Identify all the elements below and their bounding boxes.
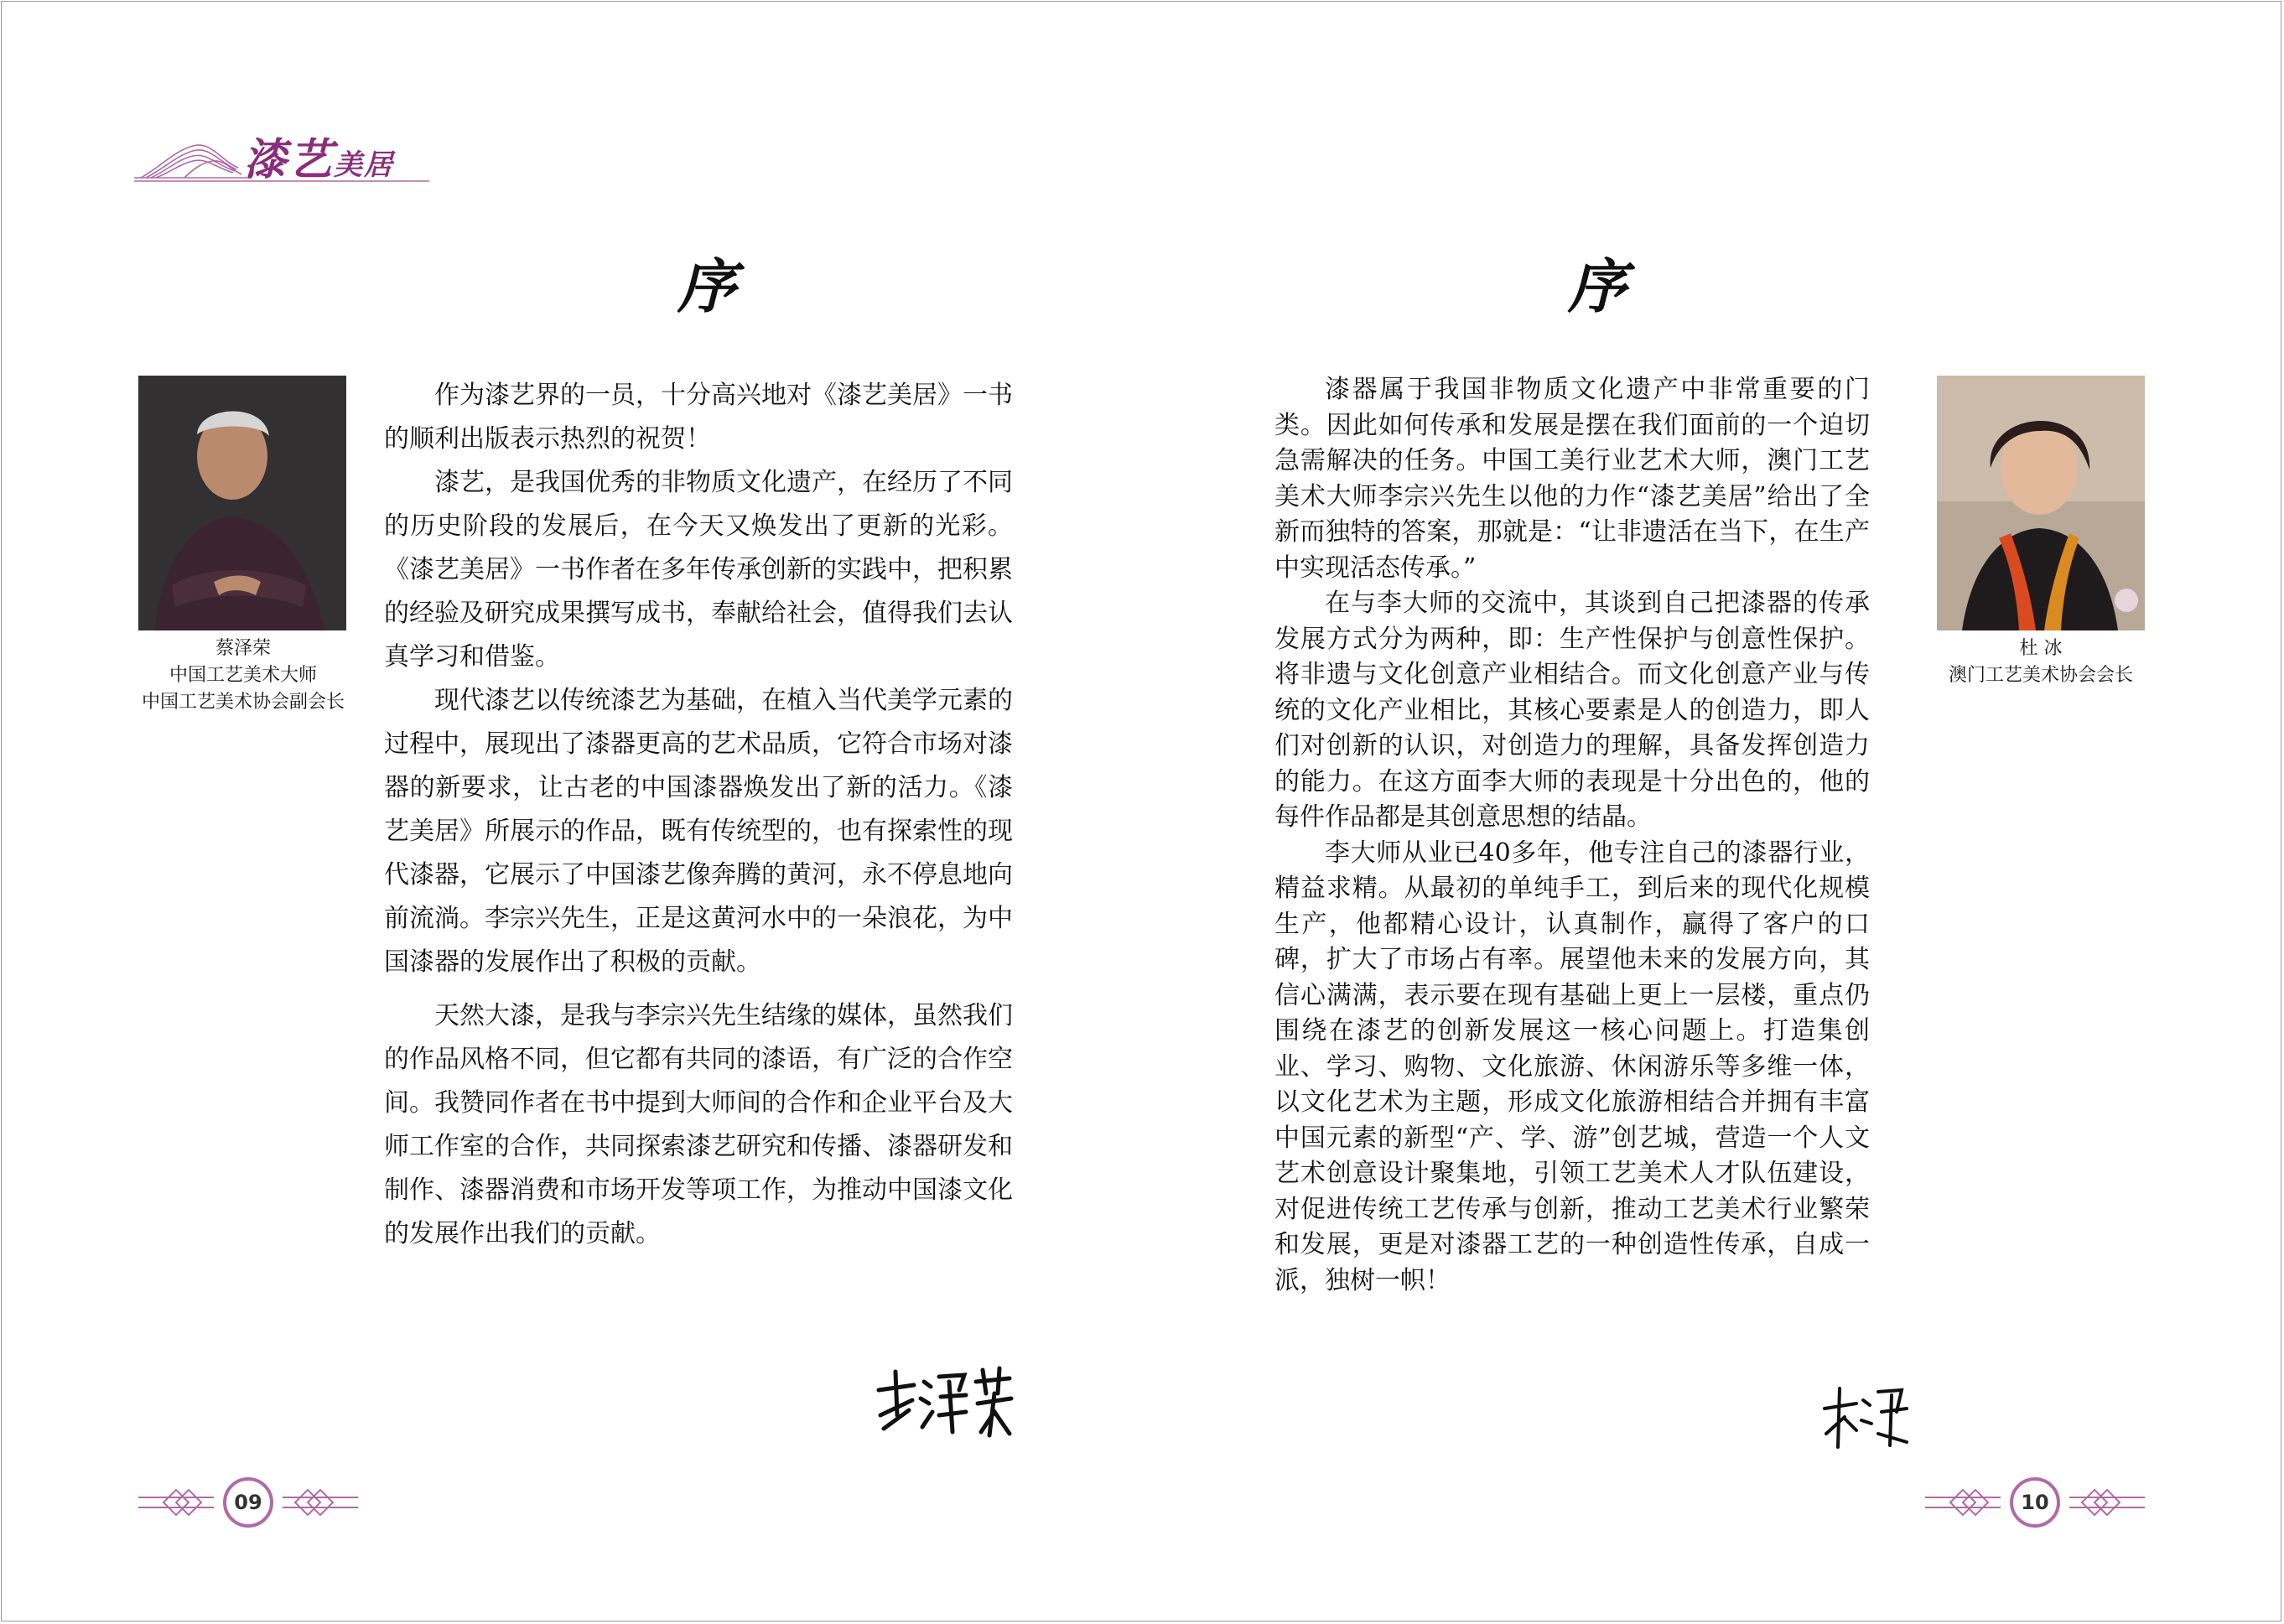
paragraph: 在与李大师的交流中，其谈到自己把漆器的传承发展方式分为两种，即：生产性保护与创意性保护。将非遗与文化创意产业相结合。而文化创意产业与传统的文化产业相比，其核心要素是人的创造力，即人们对创新的认识，对创造力的理解，具备发挥创造力的能力。在这方面李大师的表现是十分出色的，他的每件作品都是其创意思想的结晶。 — [1274, 589, 1870, 832]
paragraph: 现代漆艺以传统漆艺为基础，在植入当代美学元素的过程中，展现出了漆器更高的艺术品质，它符合市场对漆器的新要求，让古老的中国漆器焕发出了新的活力。《漆艺美居》所展示的作品，既有传统型的，也有探索性的现代漆器，它展示了中国漆艺像奔腾的黄河，永不停息地向前流淌。李宗兴先生，正是这黄河水中的一朵浪花，为中国漆器的发展作出了积极的贡献。 — [384, 686, 1013, 977]
portrait-image — [138, 376, 346, 630]
paragraph: 漆器属于我国非物质文化遗产中非常重要的门类。因此如何传承和发展是摆在我们面前的一个迫切急需解决的任务。中国工美行业艺术大师，澳门工艺美术大师李宗兴先生以他的力作“漆艺美居”给出了全新而独特的答案，那就是：“让非遗活在当下，在生产中实现活态传承。” — [1274, 375, 1870, 583]
paragraph: 漆艺，是我国优秀的非物质文化遗产，在经历了不同的历史阶段的发展后，在今天又焕发出了更新的光彩。《漆艺美居》一书作者在多年传承创新的实践中，把积累的经验及研究成果撰写成书，奉献给社会，值得我们去认真学习和借鉴。 — [384, 468, 1013, 672]
author-caption — [109, 636, 377, 716]
page-number: 09 — [223, 1477, 273, 1528]
page-title: 序 — [677, 252, 736, 321]
page-footer — [1925, 1477, 2145, 1528]
brand-main: 漆艺 — [243, 134, 335, 185]
author-name: 蔡泽荣 — [215, 638, 271, 659]
signature-image — [872, 1357, 1015, 1440]
author-title-2: 中国工艺美术协会副会长 — [141, 692, 345, 713]
page-number: 10 — [2010, 1477, 2060, 1528]
author-caption — [1907, 636, 2175, 689]
page-footer — [138, 1477, 358, 1528]
author-title-1: 澳门工艺美术协会会长 — [1948, 665, 2133, 686]
preface-body — [1274, 372, 1870, 1299]
signature — [1819, 1375, 1912, 1454]
paragraph: 作为漆艺界的一员，十分高兴地对《漆艺美居》一书的顺利出版表示热烈的祝贺！ — [384, 381, 1013, 454]
author-photo — [138, 376, 346, 630]
preface-body — [384, 374, 1013, 1256]
paragraph: 天然大漆，是我与李宗兴先生结缘的媒体，虽然我们的作品风格不同，但它都有共同的漆语，有广泛的合作空间。我赞同作者在书中提到大师间的合作和企业平台及大师工作室的合作，共同探索漆艺研究和传播、漆器研发和制作、漆器消费和市场开发等项工作，为推动中国漆文化的发展作出我们的贡献。 — [384, 1001, 1013, 1248]
right-page — [1142, 0, 2284, 1624]
author-photo — [1937, 376, 2145, 630]
signature-image — [1819, 1375, 1912, 1450]
page-title: 序 — [1568, 252, 1627, 321]
portrait-image — [1937, 376, 2145, 630]
brand-small: 美居 — [334, 148, 395, 182]
signature — [872, 1357, 1015, 1444]
author-name: 杜 冰 — [2019, 638, 2063, 659]
brand-logo-text — [243, 124, 394, 187]
brand-header — [134, 117, 436, 184]
paragraph: 李大师从业已40多年，他专注自己的漆器行业，精益求精。从最初的单纯手工，到后来的现代化规模生产，他都精心设计，认真制作，赢得了客户的口碑，扩大了市场占有率。展望他未来的发展方向，其信心满满，表示要在现有基础上更上一层楼，重点仍围绕在漆艺的创新发展这一核心问题上。打造集创业、学习、购物、文化旅游、休闲游乐等多维一体，以文化艺术为主题，形成文化旅游相结合并拥有丰富中国元素的新型“产、学、游”创艺城，营造一个人文艺术创意设计聚集地，引领工艺美术人才队伍建设，对促进传统工艺传承与创新，推动工艺美术行业繁荣和发展，更是对漆器工艺的一种创造性传承，自成一派，独树一帜！ — [1274, 838, 1870, 1295]
author-title-1: 中国工艺美术大师 — [169, 665, 317, 686]
